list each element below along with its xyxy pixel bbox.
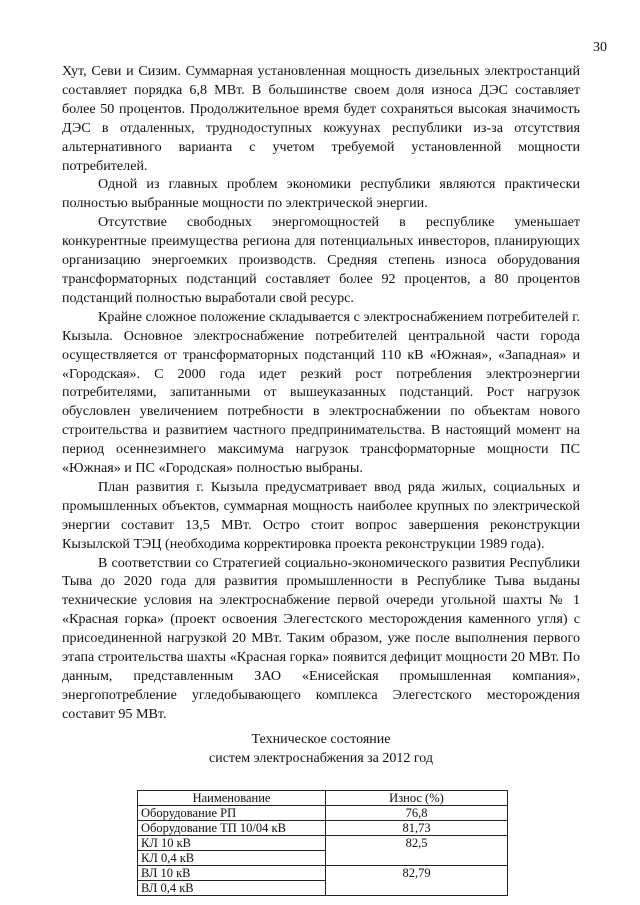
row-value: 82,5 [326, 835, 508, 850]
row-name: Оборудование РП [138, 805, 326, 820]
table-row [138, 850, 508, 865]
page-number: 30 [593, 40, 607, 55]
row-value [326, 880, 508, 895]
table-caption [62, 730, 580, 768]
row-value: 82,79 [326, 865, 508, 880]
paragraph-1: Хут, Севи и Сизим. Суммарная установленная мощность дизельных электростанций составляет порядка 6,8 МВт. В большинстве своем доля износа ДЭС составляет более 50 процентов. Продолжительное время будет сохраняться высокая значимость ДЭС в отдаленных, труднодоступных кожуунах республики из-за отсутствия альтернативного варианта с учетом требуемой установленной мощности потребителей. [62, 63, 580, 174]
row-value [326, 850, 508, 865]
paragraph-5: План развития г. Кызыла предусматривает ввод ряда жилых, социальных и промышленных объектов, суммарная мощность наиболее крупных по электрической энергии составит 13,5 МВт. Остро стоит вопрос завершения реконструкции Кызылской ТЭЦ (необходима корректировка проекта реконструкции 1989 года). [62, 478, 580, 552]
table-caption-line-1: Техническое состояние [251, 731, 391, 747]
header-name: Наименование [138, 790, 326, 805]
table-row [138, 805, 508, 820]
table-row [138, 820, 508, 835]
document-body [62, 62, 580, 896]
tech-state-table [137, 790, 508, 896]
paragraph-2: Одной из главных проблем экономики республики являются практически полностью выбранные мощности по электрической энергии. [62, 176, 580, 212]
paragraph-6: В соответствии со Стратегией социально-экономического развития Республики Тыва до 2020 года для развития промышленности в Республике Тыва выданы технические условия на электроснабжение первой очереди угольной шахты № 1 «Красная горка» (проект освоения Элегестского месторождения каменного угля) с присоединенной нагрузкой 20 МВт. Таким образом, уже после выполнения первого этапа строительства шахты «Красная горка» появится дефицит мощности 20 МВт. По данным, представленным ЗАО «Енисейская промышленная компания», энергопотребление угледобывающего комплекса Элегестского месторождения составит 95 МВт. [62, 554, 580, 722]
table-row [138, 835, 508, 850]
row-value: 81,73 [326, 820, 508, 835]
table-header-row [138, 790, 508, 805]
header-wear: Износ (%) [326, 790, 508, 805]
row-name: КЛ 10 кВ [138, 835, 326, 850]
row-name: ВЛ 10 кВ [138, 865, 326, 880]
paragraph-3: Отсутствие свободных энергомощностей в республике уменьшает конкурентные преимущества региона для потенциальных инвесторов, планирующих организацию энергоемких производств. Средняя степень износа оборудования трансформаторных подстанций составляет более 92 процентов, а 80 процентов подстанций полностью выработали свой ресурс. [62, 214, 580, 306]
row-name: ВЛ 0,4 кВ [138, 880, 326, 895]
table-row [138, 880, 508, 895]
table-row [138, 865, 508, 880]
row-name: Оборудование ТП 10/04 кВ [138, 820, 326, 835]
table-caption-line-2: систем электроснабжения за 2012 год [209, 750, 433, 766]
paragraph-4: Крайне сложное положение складывается с электроснабжением потребителей г. Кызыла. Основное электроснабжение потребителей центральной части города осуществляется от трансформаторных подстанций 110 кВ «Южная», «Западная» и «Городская». С 2000 года идет резкий рост потребления электроэнергии потребителями, запитанными от вышеуказанных подстанций. Рост нагрузок обусловлен увеличением потребности в электроснабжении по объектам нового строительства и развитием частного предпринимательства. В настоящий момент на период осеннезимнего максимума нагрузок трансформаторные мощности ПС «Южная» и ПС «Городская» полностью выбраны. [62, 308, 580, 477]
row-value: 76,8 [326, 805, 508, 820]
row-name: КЛ 0,4 кВ [138, 850, 326, 865]
